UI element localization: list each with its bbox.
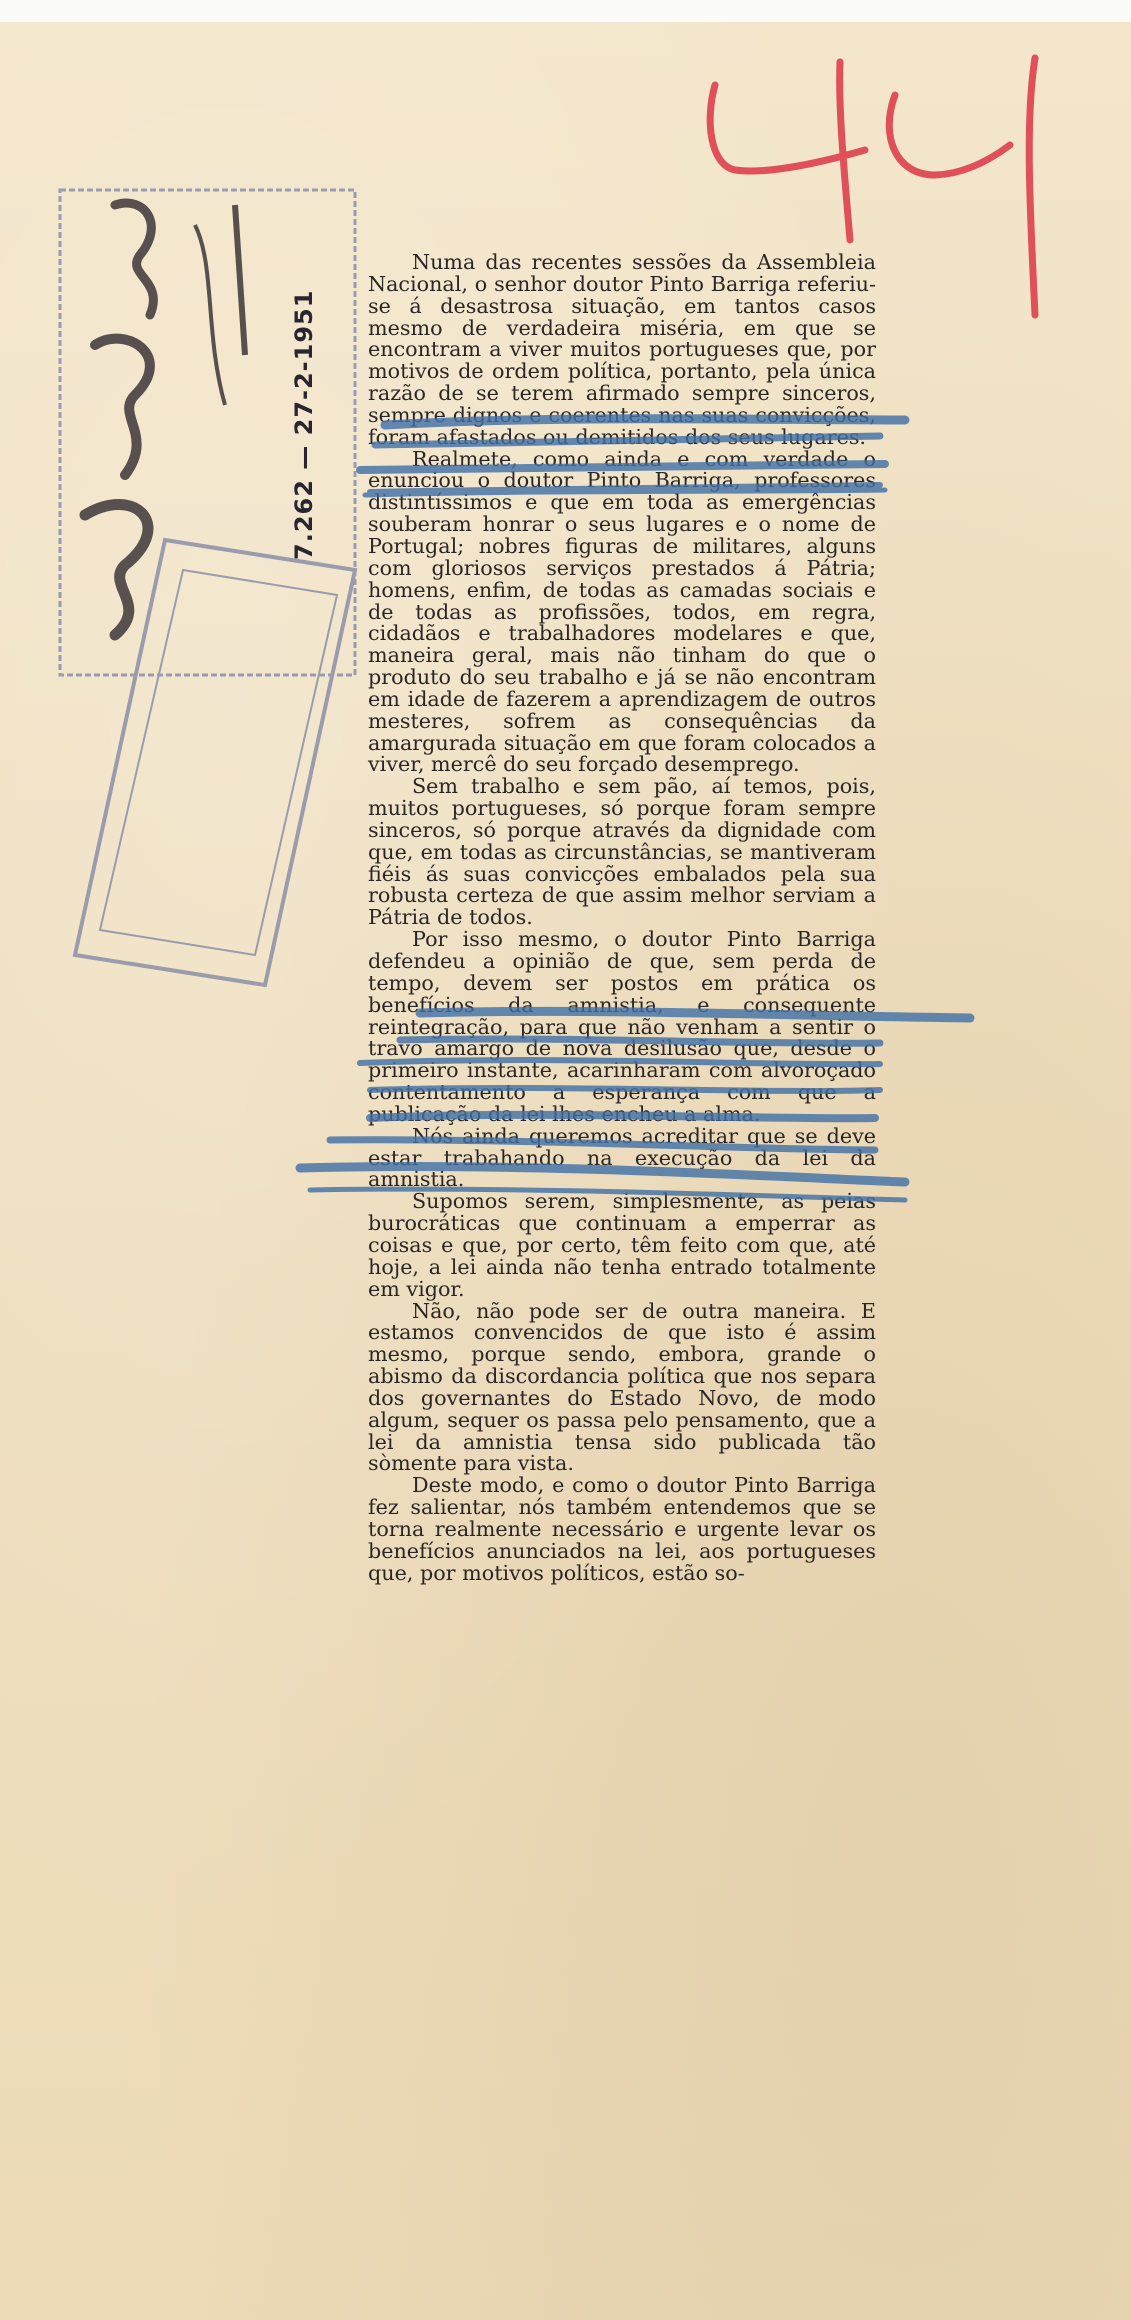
article-paragraph: Por isso mesmo, o doutor Pinto Barriga defendeu a opinião de que, sem perda de tempo, devem ser postos em prática os benefícios da amnistia, e consequente reintegração, para que não venham a sentir o travo amargo de nova desilusão que, desde o primeiro instante, acarinharam com alvoroçado contentamento a esperança com que a publicação da lei lhes encheu a alma.	[368, 927, 876, 1126]
censorship-stamp	[55, 185, 375, 1005]
article-paragraph: Sem trabalho e sem pão, aí temos, pois, muitos portugueses, só porque foram sempre sinceros, só porque através da dignidade com que, em todas as circunstâncias, se mantiveram fiéis ás suas convicções embalados pela sua robusta certeza de que assim melhor serviam a Pátria de todos.	[368, 774, 876, 930]
article-paragraph: Realmete, como ainda e com verdade o enunciou o doutor Pinto Barriga, professores distintíssimos e que em toda as emergências souberam honrar o seus lugares e o nome de Portugal; nobres figuras de militares, alguns com gloriosos serviços prestados á Pátria; homens, enfim, de todas as camadas sociais e de todas as profissões, todos, em regra, cidadãos e trabalhadores modelares e que, maneira geral, mais não tinham do que o produto do seu trabalho e já se não encontram em idade de fazerem a aprendizagem de outros mesteres, sofrem as consequências da amargurada situação em que foram colocados a viver, mercê do seu forçado desemprego.	[368, 446, 876, 777]
article-paragraph: Não, não pode ser de outra maneira. E estamos convencidos de que isto é assim mesmo, porque sendo, embora, grande o abismo da discordancia política que nos separa dos governantes do Estado Novo, de modo algum, sequer os passa pelo pensamento, que a lei da amnistia tensa sido publicada tão sòmente para vista.	[368, 1298, 876, 1476]
article-body	[368, 252, 876, 1584]
clipping-reference: 7.262 — 27-2-1951	[290, 289, 318, 560]
scan-top-margin	[0, 0, 1131, 22]
article-paragraph: Supomos serem, simplesmente, as peias burocráticas que continuam a emperrar as coisas e que, por certo, têm feito com que, até hoje, a lei ainda não tenha entrado totalmente em vigor.	[368, 1189, 876, 1301]
article-paragraph: Numa das recentes sessões da Assembleia Nacional, o senhor doutor Pinto Barriga referiu-se á desastrosa situação, em tantos casos mesmo de verdadeira miséria, em que se encontram a viver muitos portugueses que, por motivos de ordem política, portanto, pela única razão de se terem afirmado sempre sinceros, sempre dignos e coerentes nas suas convicções, foram afastados ou demitidos dos seus lugares.	[368, 250, 876, 449]
article-paragraph: Nós ainda queremos acreditar que se deve estar trabahando na execução da lei da amnistia.	[368, 1123, 876, 1192]
article-paragraph: Deste modo, e como o doutor Pinto Barriga fez salientar, nós também entendemos que se torna realmente necessário e urgente levar os benefícios anunciados na lei, aos portugueses que, por motivos políticos, estão so-	[368, 1473, 876, 1585]
